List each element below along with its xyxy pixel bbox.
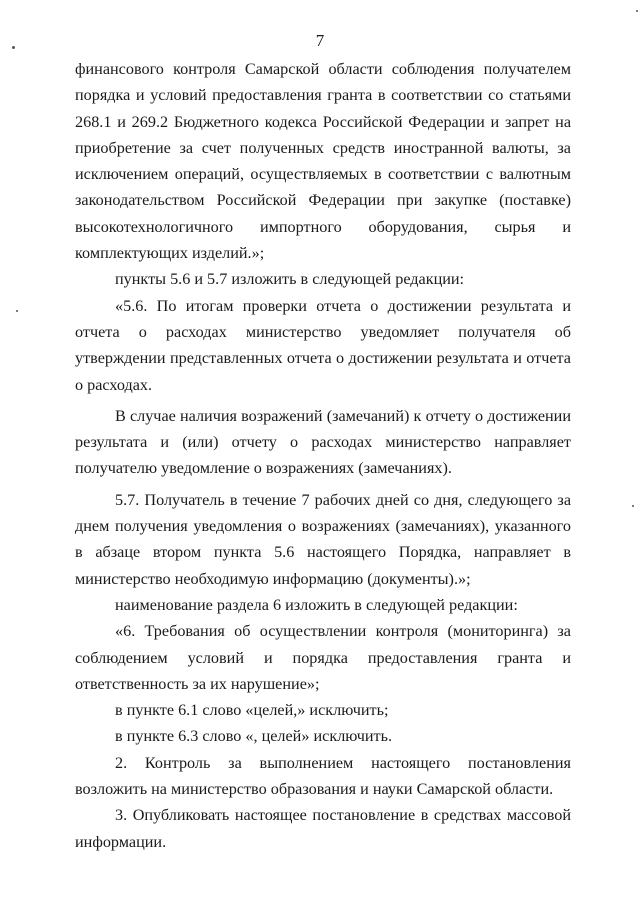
paragraph-6-1: в пункте 6.1 слово «целей,» исключить; [115,701,389,720]
scan-speck [632,505,634,507]
scan-speck [16,310,18,312]
paragraph-6-3: в пункте 6.3 слово «, целей» исключить. [115,727,393,746]
scan-speck [12,46,15,49]
paragraph-amend-5-6-5-7: пункты 5.6 и 5.7 изложить в следующей редакции: [115,270,465,289]
paragraph-objections: В случае наличия возражений (замечаний) к отчету о достижении результата и (или) отчету о расходах министерство направляет получателю уведомление о возражениях (замечаниях). [75,406,571,478]
paragraph-control: 2. Контроль за выполнением настоящего постановления возложить на министерство образования и науки Самарской области. [75,753,571,799]
paragraph-5-6: «5.6. По итогам проверки отчета о достижении результата и отчета о расходах министерство уведомляет получателя об утверждении представленных отчета о достижении результата и отчета о расходах. [75,296,571,394]
scan-speck [636,10,638,12]
document-body [75,56,571,855]
paragraph-5-7: 5.7. Получатель в течение 7 рабочих дней со дня, следующего за днем получения уведомления о возражениях (замечаниях), указанного в абзаце втором пункта 5.6 настоящего Порядка, направляет в министерство необходимую информацию (документы).»; [75,490,571,588]
paragraph-section-6-title-amend: наименование раздела 6 изложить в следующей редакции: [115,595,518,614]
paragraph-continuation: финансового контроля Самарской области соблюдения получателем порядка и условий предоставления гранта в соответствии со статьями 268.1 и 269.2 Бюджетного кодекса Российской Федерации и запрет на приобретение за счет полученных средств иностранной валюты, за исключением операций, осуществляемых в соответствии с валютным законодательством Российской Федерации при закупке (поставке) высокотехнологичного импортного оборудования, сырья и комплектующих изделий.»; [75,60,571,263]
page-number: 7 [315,31,325,50]
paragraph-section-6-title: «6. Требования об осуществлении контроля (мониторинга) за соблюдением условий и порядка предоставления гранта и ответственность за их нарушение»; [75,622,571,693]
paragraph-publish: 3. Опубликовать настоящее постановление в средствах массовой информации. [75,806,571,851]
